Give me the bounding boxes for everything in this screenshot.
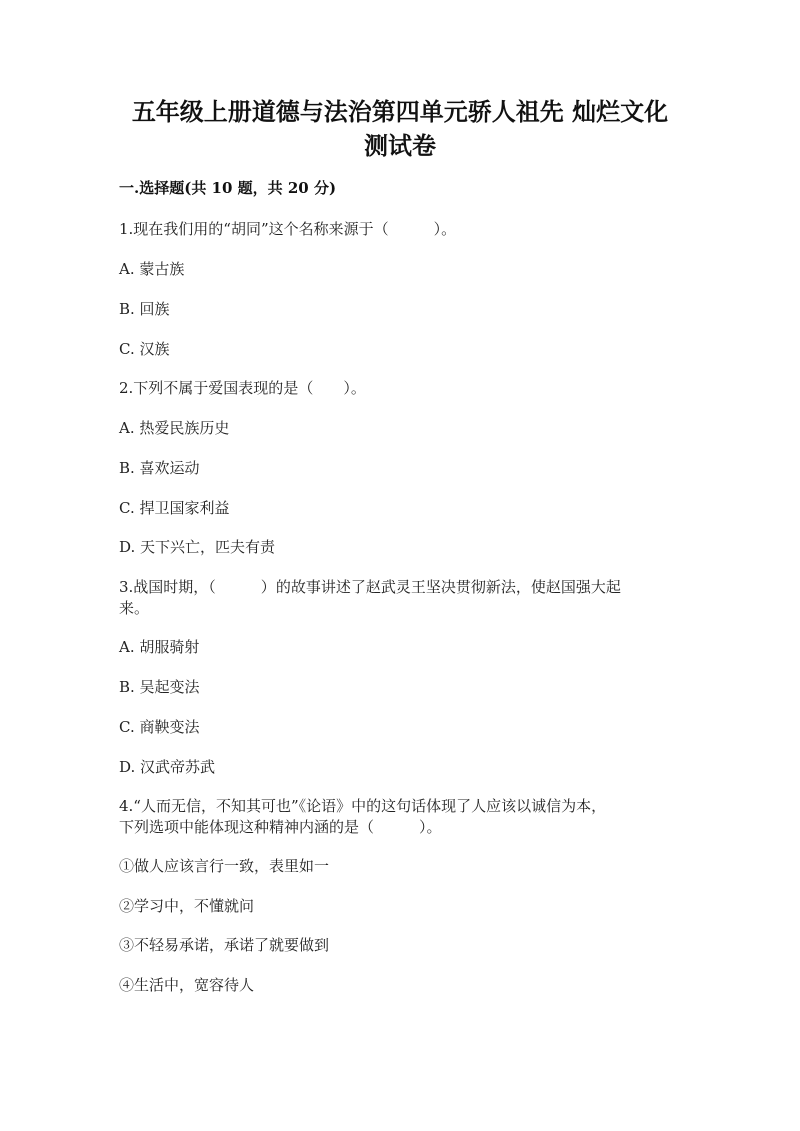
section-heading: 一.选择题(共 10 题，共 20 分) [119, 179, 337, 197]
question-1-option-c: C. 汉族 [119, 340, 170, 358]
exam-title-continued: 测试卷 [364, 131, 436, 160]
question-2-option-c: C. 捍卫国家利益 [119, 499, 230, 517]
question-4-stem: 4.“人而无信，不知其可也”《论语》中的这句话体现了人应该以诚信为本， [119, 797, 607, 815]
question-1-option-a: A. 蒙古族 [119, 260, 185, 278]
question-4-statement-2: ②学习中，不懂就问 [119, 897, 255, 915]
question-1-option-b: B. 回族 [119, 300, 170, 318]
question-4-stem-continued: 下列选项中能体现这种精神内涵的是（ ）。 [119, 818, 442, 836]
question-2-stem: 2.下列不属于爱国表现的是（ ）。 [119, 379, 366, 397]
question-3-option-b: B. 吴起变法 [119, 678, 200, 696]
question-4-statement-4: ④生活中，宽容待人 [119, 976, 255, 994]
question-2-option-d: D. 天下兴亡，匹夫有责 [119, 538, 276, 556]
question-3-option-c: C. 商鞅变法 [119, 718, 200, 736]
question-2-option-b: B. 喜欢运动 [119, 459, 200, 477]
question-2-option-a: A. 热爱民族历史 [119, 419, 230, 437]
question-3-stem-continued: 来。 [119, 599, 150, 617]
question-1-stem: 1.现在我们用的“胡同”这个名称来源于（ ）。 [119, 220, 457, 238]
exam-title: 五年级上册道德与法治第四单元骄人祖先 灿烂文化 [131, 97, 669, 126]
question-3-option-d: D. 汉武帝苏武 [119, 758, 216, 776]
question-4-statement-3: ③不轻易承诺，承诺了就要做到 [119, 936, 330, 954]
question-3-option-a: A. 胡服骑射 [119, 638, 200, 656]
question-3-stem: 3.战国时期，（ ）的故事讲述了赵武灵王坚决贯彻新法，使赵国强大起 [119, 578, 621, 596]
question-4-statement-1: ①做人应该言行一致，表里如一 [119, 857, 330, 875]
